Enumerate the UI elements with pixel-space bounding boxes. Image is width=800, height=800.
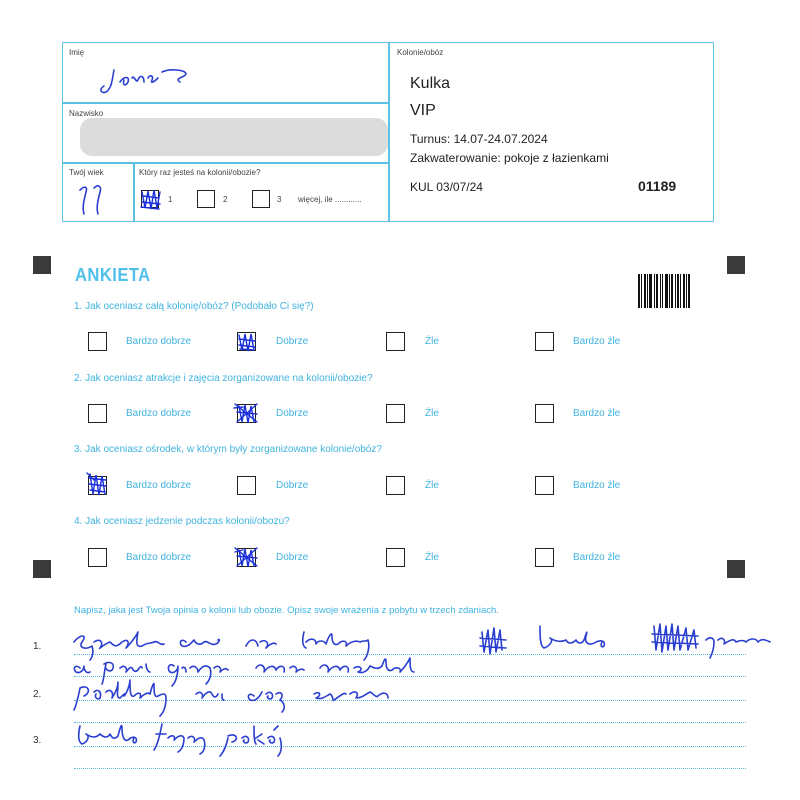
answer-line xyxy=(74,768,746,769)
q4-good-mark xyxy=(231,542,263,572)
question-4: 4. Jak oceniasz jedzenie podczas kolonii/obozu? xyxy=(74,516,290,527)
q3-option-label: Dobrze xyxy=(276,480,309,491)
q4-option-very-bad[interactable] xyxy=(535,548,554,567)
q1-option-label: Dobrze xyxy=(276,336,309,347)
times-checkbox-1-mark xyxy=(137,186,165,214)
q2-option-label: Źle xyxy=(425,408,439,419)
alignment-marker xyxy=(33,560,51,578)
camp-code: KUL 03/07/24 xyxy=(410,180,483,194)
opinion-prompt: Napisz, jaka jest Twoja opinia o kolonii lub obozie. Opisz swoje wrażenia z pobytu w trzech zdaniach. xyxy=(74,605,499,616)
line-number: 2. xyxy=(33,689,42,700)
age-handwriting xyxy=(74,182,114,218)
divider xyxy=(133,162,135,222)
q4-option-label: Bardzo źle xyxy=(573,552,621,563)
divider xyxy=(62,102,388,104)
q1-option-very-bad[interactable] xyxy=(535,332,554,351)
times-label: Który raz jesteś na kolonii/obozie? xyxy=(139,168,261,177)
question-2: 2. Jak oceniasz atrakcje i zajęcia zorganizowane na kolonii/obozie? xyxy=(74,373,373,384)
camp-type: VIP xyxy=(410,102,436,119)
q2-option-label: Dobrze xyxy=(276,408,309,419)
q2-good-mark xyxy=(231,398,263,428)
q1-option-bad[interactable] xyxy=(386,332,405,351)
q3-option-label: Źle xyxy=(425,480,439,491)
handwritten-answer xyxy=(70,612,780,762)
survey-title: ANKIETA xyxy=(75,265,151,285)
q3-very-good-mark xyxy=(84,470,112,500)
q2-option-very-good[interactable] xyxy=(88,404,107,423)
q3-option-very-bad[interactable] xyxy=(535,476,554,495)
times-more-label: więcej, ile ............ xyxy=(298,195,362,204)
alignment-marker xyxy=(727,560,745,578)
q4-option-label: Bardzo dobrze xyxy=(126,552,192,563)
times-checkbox-3[interactable] xyxy=(252,190,270,208)
times-checkbox-2[interactable] xyxy=(197,190,215,208)
q1-option-label: Bardzo źle xyxy=(573,336,621,347)
redacted-surname xyxy=(80,118,388,156)
q1-option-very-good[interactable] xyxy=(88,332,107,351)
q4-option-label: Źle xyxy=(425,552,439,563)
times-option-1: 1 xyxy=(168,195,173,204)
q4-option-label: Dobrze xyxy=(276,552,309,563)
q4-option-very-good[interactable] xyxy=(88,548,107,567)
q2-option-label: Bardzo źle xyxy=(573,408,621,419)
camp-name: Kulka xyxy=(410,75,451,92)
line-number: 1. xyxy=(33,641,42,652)
times-option-3: 3 xyxy=(277,195,282,204)
q3-option-good[interactable] xyxy=(237,476,256,495)
accommodation: Zakwaterowanie: pokoje z łazienkami xyxy=(410,151,609,165)
q3-option-label: Bardzo dobrze xyxy=(126,480,192,491)
q2-option-bad[interactable] xyxy=(386,404,405,423)
divider xyxy=(62,162,388,164)
first-name-handwriting xyxy=(100,56,200,100)
q4-option-bad[interactable] xyxy=(386,548,405,567)
line-number: 3. xyxy=(33,735,42,746)
turnus: Turnus: 14.07-24.07.2024 xyxy=(410,132,548,146)
question-3: 3. Jak oceniasz ośrodek, w którym były zorganizowane kolonie/obóz? xyxy=(74,444,382,455)
q1-option-label: Źle xyxy=(425,336,439,347)
camp-label: Kolonie/obóz xyxy=(397,48,444,57)
times-option-2: 2 xyxy=(223,195,228,204)
last-name-label: Nazwisko xyxy=(69,109,104,118)
q2-option-very-bad[interactable] xyxy=(535,404,554,423)
divider xyxy=(388,42,390,222)
q3-option-bad[interactable] xyxy=(386,476,405,495)
barcode xyxy=(638,274,692,308)
q2-option-label: Bardzo dobrze xyxy=(126,408,192,419)
q1-good-mark xyxy=(235,330,259,354)
first-name-label: Imię xyxy=(69,48,85,57)
question-1: 1. Jak oceniasz całą kolonię/obóz? (Podobało Ci się?) xyxy=(74,301,314,312)
form-number: 01189 xyxy=(638,178,677,194)
alignment-marker xyxy=(727,256,745,274)
age-label: Twój wiek xyxy=(69,168,104,177)
alignment-marker xyxy=(33,256,51,274)
q1-option-label: Bardzo dobrze xyxy=(126,336,192,347)
q3-option-label: Bardzo źle xyxy=(573,480,621,491)
